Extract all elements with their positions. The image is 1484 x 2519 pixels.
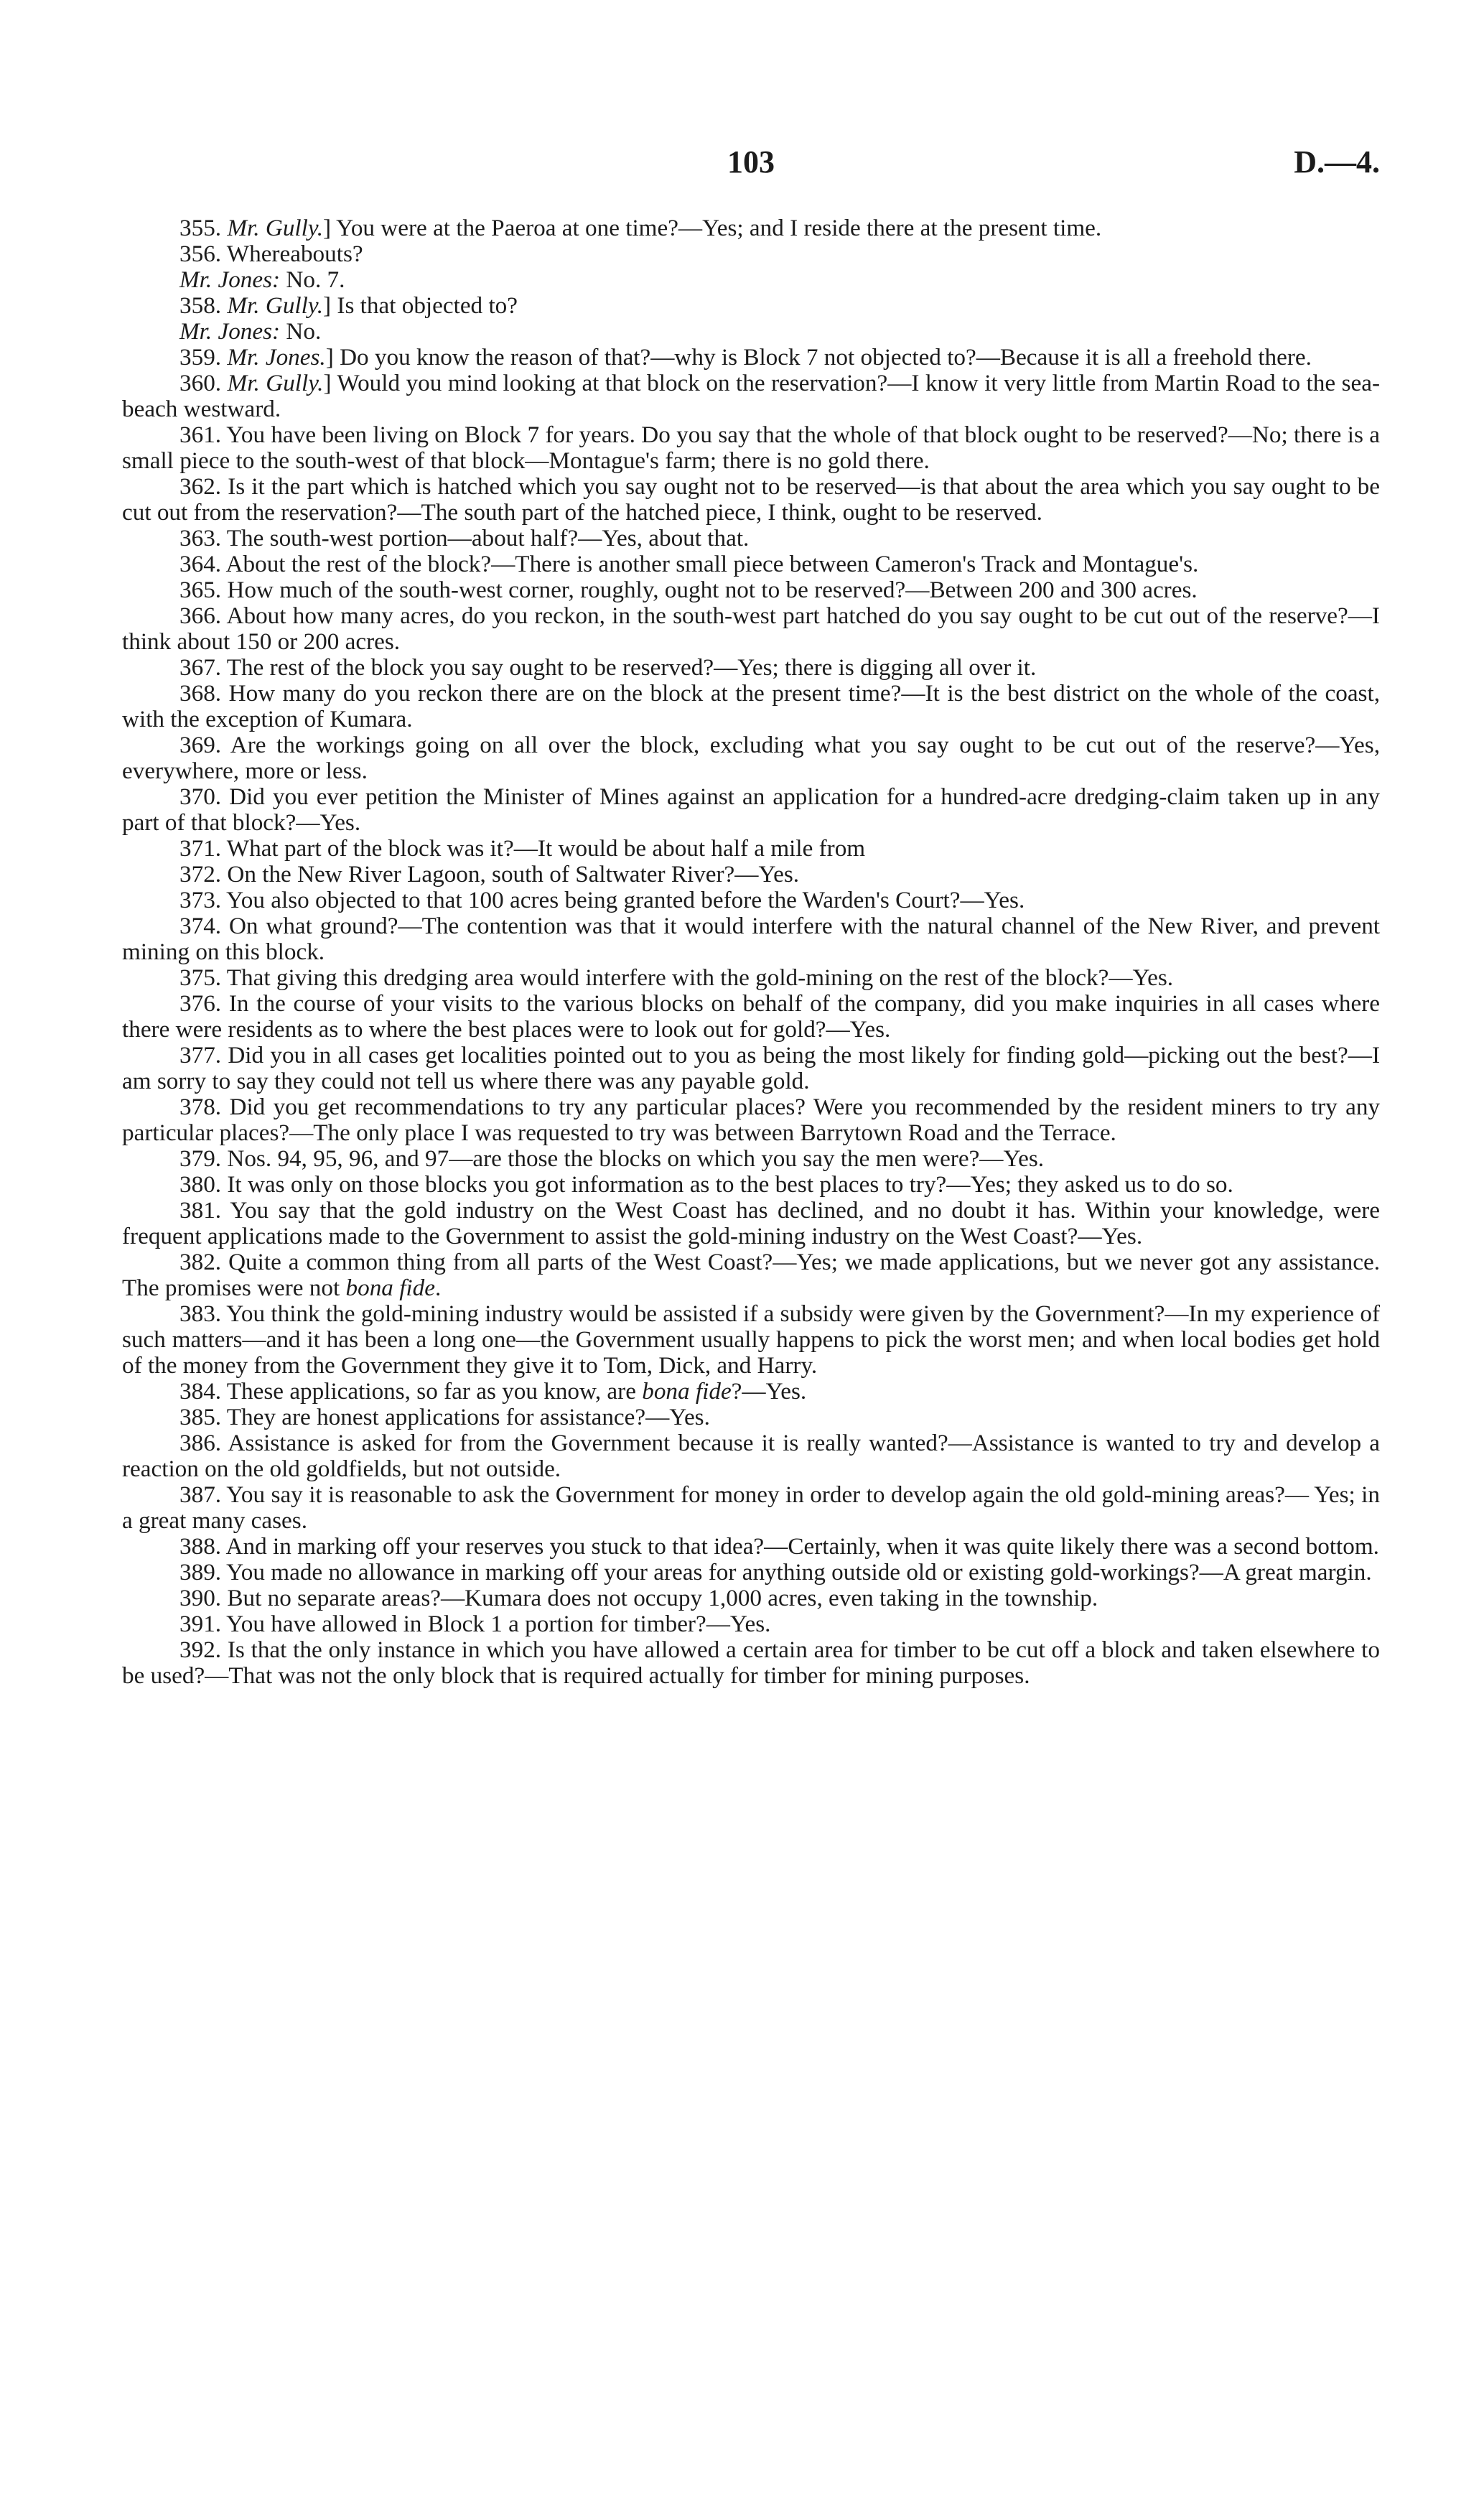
question-paragraph (122, 1405, 1380, 1430)
question-paragraph (122, 681, 1380, 732)
speaker-name: Mr. Jones: (179, 266, 281, 293)
question-number: 382. (179, 1249, 222, 1275)
question-number: 378. (179, 1094, 222, 1120)
question-number: 368. (179, 680, 222, 707)
paragraph-text: That giving this dredging area would interfere with the gold-mining on the rest of the block?—Yes. (226, 964, 1174, 991)
question-paragraph (122, 836, 1380, 862)
question-paragraph: 359. Mr. Jones.] Do you know the reason of that?—why is Block 7 not objected to?—Because it is all a freehold there. (179, 344, 1312, 371)
question-number: 372. (179, 861, 222, 888)
paragraph-text: Is it the part which is hatched which you say ought not to be reserved—is that about the area which you say ought to be cut out from the reservation?—The south part of the hatched piece, I think, ought to be reserved. (122, 473, 1381, 526)
question-paragraph (122, 655, 1380, 681)
question-paragraph (122, 1430, 1380, 1482)
question-number: 367. (179, 654, 222, 681)
speaker-name: Mr. Jones: (179, 318, 281, 345)
page-header (122, 144, 1380, 187)
paragraph-text: Do you know the reason of that?—why is Block 7 not objected to?—Because it is all a freehold there. (333, 344, 1312, 371)
question-number: 383. (179, 1300, 222, 1327)
question-paragraph (122, 241, 1380, 267)
paragraph-text: What part of the block was it?—It would be about half a mile from (226, 835, 866, 862)
question-paragraph (122, 888, 1380, 913)
paragraph-text: Did you in all cases get localities pointed out to you as being the most likely for finding gold—picking out the best?—I am sorry to say they could not tell us where there was any payable gold. (122, 1042, 1380, 1094)
question-paragraph (122, 1249, 1380, 1301)
question-paragraph: 358. Mr. Gully.] Is that objected to? (179, 292, 518, 319)
question-number: 388. (179, 1533, 222, 1560)
question-number: 387. (179, 1481, 222, 1508)
paragraph-text: Would you mind looking at that block on the reservation?—I know it very little from Martin Road to the sea-beach westward. (122, 370, 1381, 422)
paragraph-text: The south-west portion—about half?—Yes, about that. (226, 525, 750, 551)
paragraph-text: You made no allowance in marking off your areas for anything outside old or existing gold-workings?—A great margin. (226, 1559, 1372, 1586)
paragraph-text: But no separate areas?—Kumara does not occupy 1,000 acres, even taking in the township. (227, 1585, 1098, 1611)
question-number: 373. (179, 887, 222, 913)
question-number: 375. (179, 964, 222, 991)
paragraph-text: You also objected to that 100 acres being granted before the Warden's Court?—Yes. (226, 887, 1025, 913)
question-number: 384. (179, 1378, 222, 1405)
document-reference: D.—4. (1294, 144, 1380, 180)
paragraph-text: In the course of your visits to the various blocks on behalf of the company, did you make inquiries in all cases where there were residents as to where the best places were to look out for gold?—Yes. (122, 990, 1380, 1043)
question-number: 380. (179, 1171, 222, 1198)
question-paragraph (122, 1094, 1380, 1146)
paragraph-text: About how many acres, do you reckon, in the south-west part hatched do you say ought to be cut out of the reserve?—I think about 150 or 200 acres. (122, 602, 1380, 655)
question-paragraph: 360. Mr. Gully.] Would you mind looking at that block on the reservation?—I know it very little from Martin Road to the sea-beach westward. (122, 370, 1381, 422)
paragraph-text: It was only on those blocks you got information as to the best places to try?—Yes; they asked us to do so. (227, 1171, 1233, 1198)
paragraph-text: You say it is reasonable to ask the Government for money in order to develop again the old gold-mining areas?— Yes; in a great many cases. (122, 1481, 1380, 1534)
paragraph-text: The rest of the block you say ought to be reserved?—Yes; there is digging all over it. (226, 654, 1037, 681)
question-paragraph (122, 319, 1380, 345)
question-paragraph (122, 862, 1380, 888)
latin-phrase: bona fide (642, 1378, 732, 1405)
question-number: 371. (179, 835, 222, 862)
question-number: 364. (179, 551, 222, 577)
question-number: 390. (179, 1585, 222, 1611)
question-number: 359. (179, 344, 222, 371)
question-paragraph (122, 1637, 1380, 1689)
question-paragraph (122, 1482, 1380, 1534)
paragraph-text: You have been living on Block 7 for years. Do you say that the whole of that block ought to be reserved?—No; there is a small piece to the south-west of that block—Montague's farm; there is no gold there. (122, 422, 1380, 474)
question-paragraph (122, 732, 1380, 784)
question-paragraph (122, 1301, 1380, 1379)
question-number: 361. (179, 422, 222, 448)
evidence-transcript (122, 215, 1380, 1689)
question-paragraph: 355. Mr. Gully.] You were at the Paeroa at one time?—Yes; and I reside there at the present time. (179, 215, 1102, 241)
question-paragraph (122, 577, 1380, 603)
question-number: 389. (179, 1559, 222, 1586)
question-paragraph (122, 267, 1380, 293)
paragraph-text: No. 7. (286, 266, 345, 293)
question-number: 392. (179, 1636, 222, 1663)
question-paragraph (122, 1146, 1380, 1172)
question-number: 386. (179, 1430, 222, 1456)
paragraph-text: You say that the gold industry on the West Coast has declined, and no doubt it has. Within your knowledge, were frequent applications made to the Government to assist the gold-mining industry on the West Coast?—Yes. (122, 1197, 1380, 1249)
question-number: 381. (179, 1197, 222, 1224)
question-number: 363. (179, 525, 222, 551)
speaker-name: Mr. Gully. (227, 292, 324, 319)
paragraph-text: Is that objected to? (331, 292, 518, 319)
question-number: 377. (179, 1042, 222, 1068)
paragraph-text: Quite a common thing from all parts of the West Coast?—Yes; we made applications, but we never got any assistance. The promises were not (122, 1249, 1381, 1301)
question-paragraph (122, 1611, 1380, 1637)
paragraph-text: How many do you reckon there are on the block at the present time?—It is the best district on the whole of the coast, with the exception of Kumara. (122, 680, 1380, 732)
paragraph-text-tail: ?—Yes. (731, 1378, 807, 1405)
question-paragraph (122, 603, 1380, 655)
question-number: 376. (179, 990, 222, 1017)
question-paragraph (122, 784, 1380, 836)
paragraph-text: On the New River Lagoon, south of Saltwater River?—Yes. (227, 861, 800, 888)
question-number: 362. (179, 473, 222, 500)
question-paragraph (122, 913, 1380, 965)
speaker-name: Mr. Gully. (227, 370, 324, 396)
paragraph-text: These applications, so far as you know, are (226, 1378, 643, 1405)
question-number: 358. (179, 292, 222, 319)
question-number: 365. (179, 577, 222, 603)
question-paragraph (122, 551, 1380, 577)
paragraph-text: Are the workings going on all over the block, excluding what you say ought to be cut out of the reserve?—Yes, everywhere, more or less. (122, 732, 1380, 784)
paragraph-text: Nos. 94, 95, 96, and 97—are those the blocks on which you say the men were?—Yes. (227, 1145, 1045, 1172)
question-number: 379. (179, 1145, 222, 1172)
question-number: 374. (179, 913, 222, 939)
paragraph-text-tail: . (434, 1275, 442, 1301)
question-number: 385. (179, 1404, 222, 1430)
question-number: 355. (179, 215, 222, 241)
question-paragraph (122, 474, 1380, 526)
paragraph-text: You have allowed in Block 1 a portion for timber?—Yes. (226, 1611, 771, 1637)
question-paragraph (122, 1534, 1380, 1560)
question-paragraph (122, 422, 1380, 474)
question-paragraph (122, 1586, 1380, 1611)
question-number: 366. (179, 602, 222, 629)
paragraph-text: On what ground?—The contention was that it would interfere with the natural channel of the New River, and prevent mining on this block. (122, 913, 1381, 965)
paragraph-text: Is that the only instance in which you have allowed a certain area for timber to be cut off a block and taken elsewhere to be used?—That was not the only block that is required actually for timber for mining purposes. (122, 1636, 1380, 1689)
question-paragraph (122, 1198, 1380, 1249)
paragraph-text: You were at the Paeroa at one time?—Yes; and I reside there at the present time. (331, 215, 1102, 241)
question-paragraph (122, 991, 1380, 1043)
paragraph-text: No. (286, 318, 322, 345)
paragraph-text: And in marking off your reserves you stuck to that idea?—Certainly, when it was quite likely there was a second bottom. (225, 1533, 1379, 1560)
latin-phrase: bona fide (345, 1275, 435, 1301)
paragraph-text: Assistance is asked for from the Government because it is really wanted?—Assistance is wanted to try and develop a reaction on the old goldfields, but not outside. (122, 1430, 1380, 1482)
paragraph-text: About the rest of the block?—There is another small piece between Cameron's Track and Montague's. (225, 551, 1199, 577)
paragraph-text: Did you ever petition the Minister of Mines against an application for a hundred-acre dredging-claim taken up in any part of that block?—Yes. (122, 783, 1380, 836)
question-number: 369. (179, 732, 222, 758)
paragraph-text: How much of the south-west corner, roughly, ought not to be reserved?—Between 200 and 300 acres. (227, 577, 1198, 603)
paragraph-text: You think the gold-mining industry would be assisted if a subsidy were given by the Government?—In my experience of such matters—and it has been a long one—the Government usually happens to pick the worst men; and when local bodies get hold of the money from the Government they give it to Tom, Dick, and Harry. (122, 1300, 1380, 1379)
speaker-name: Mr. Jones. (227, 344, 326, 371)
question-paragraph (122, 1172, 1380, 1198)
question-number: 391. (179, 1611, 222, 1637)
question-number: 360. (179, 370, 222, 396)
question-paragraph (122, 1043, 1380, 1094)
question-paragraph (122, 1379, 1380, 1405)
question-number: 370. (179, 783, 222, 810)
paragraph-text: They are honest applications for assistance?—Yes. (226, 1404, 710, 1430)
question-paragraph (122, 1560, 1380, 1586)
paragraph-text: Whereabouts? (226, 241, 363, 267)
question-number: 356. (179, 241, 222, 267)
paragraph-text: Did you get recommendations to try any particular places? Were you recommended by the resident miners to try any particular places?—The only place I was requested to try was between Barrytown Road and the Terrace. (122, 1094, 1381, 1146)
page-number: 103 (727, 144, 775, 180)
speaker-name: Mr. Gully. (227, 215, 324, 241)
question-paragraph (122, 965, 1380, 991)
question-paragraph (122, 526, 1380, 551)
